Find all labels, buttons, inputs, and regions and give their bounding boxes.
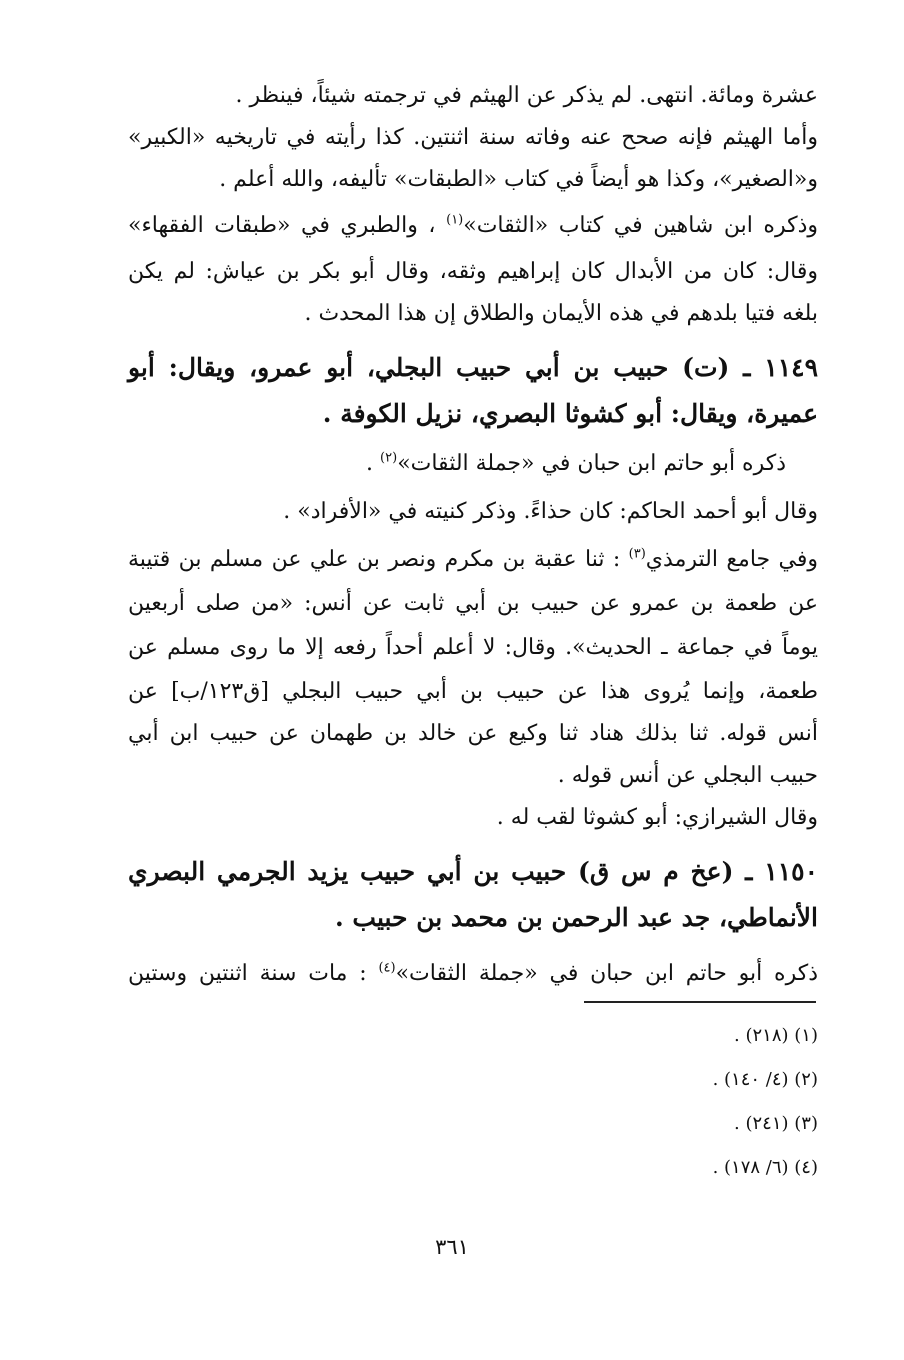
footnote-ref: (٢)	[380, 450, 398, 466]
footnote-ref: (٣)	[628, 546, 646, 562]
footnote: (١) (٢١٨) .	[734, 1025, 818, 1046]
body-line: وقال الشيرازي: أبو كشوثا لقب له .	[496, 805, 818, 830]
footnote-ref: (١)	[446, 212, 464, 228]
body-line: يوماً في جماعة ـ الحديث». وقال: لا أعلم أحداً رفعه إلا ما روى مسلم عن	[128, 635, 818, 660]
body-line: وذكره ابن شاهين في كتاب «الثقات»$^{(١)}$ ، والطبري في «طبقات الفقهاء»	[128, 212, 818, 238]
entry-heading: ١١٥٠ ـ (عخ م س ق) حبيب بن أبي حبيب يزيد الجرمي البصري	[128, 857, 818, 886]
body-line: عشرة ومائة. انتهى. لم يذكر عن الهيثم في ترجمته شيئاً، فينظر .	[235, 83, 818, 108]
body-line: ذكره أبو حاتم ابن حبان في «جملة الثقات»$^{(٤)}$ : مات سنة اثنتين وستين	[128, 960, 818, 986]
page-number: ٣٦١	[435, 1235, 469, 1259]
body-line: ذكره أبو حاتم ابن حبان في «جملة الثقات»$^{(٢)}$ .	[366, 450, 786, 476]
body-line: عن طعمة بن عمرو عن حبيب بن أبي ثابت عن أنس: «من صلى أربعين	[128, 591, 818, 616]
body-line: وقال: كان من الأبدال كان إبراهيم وثقه، وقال أبو بكر بن عياش: لم يكن	[128, 259, 818, 284]
footnote-separator	[584, 1001, 816, 1003]
footnote: (٢) (٤/ ١٤٠) .	[712, 1069, 818, 1090]
body-line: بلغه فتيا بلدهم في هذه الأيمان والطلاق إن هذا المحدث .	[304, 301, 818, 326]
body-line: و«الصغير»، وكذا هو أيضاً في كتاب «الطبقات» تأليفه، والله أعلم .	[219, 167, 818, 192]
footnote: (٤) (٦/ ١٧٨) .	[712, 1157, 818, 1178]
footnote: (٣) (٢٤١) .	[734, 1113, 818, 1134]
body-line: حبيب البجلي عن أنس قوله .	[557, 763, 818, 788]
body-line: وأما الهيثم فإنه صحح عنه وفاته سنة اثنتين. كذا رأيته في تاريخيه «الكبير»	[128, 125, 818, 150]
body-line: وفي جامع الترمذي$^{(٣)}$ : ثنا عقبة بن مكرم ونصر بن علي عن مسلم بن قتيبة	[128, 546, 818, 572]
entry-heading: عميرة، ويقال: أبو كشوثا البصري، نزيل الكوفة .	[322, 399, 818, 428]
body-line: وقال أبو أحمد الحاكم: كان حذاءً. وذكر كنيته في «الأفراد» .	[283, 499, 818, 524]
entry-heading: الأنماطي، جد عبد الرحمن بن محمد بن حبيب .	[335, 903, 818, 932]
body-line: طعمة، وإنما يُروى هذا عن حبيب بن أبي حبيب البجلي [ق١٢٣/ب] عن	[128, 679, 818, 704]
body-line: أنس قوله. ثنا بذلك هناد ثنا وكيع عن خالد بن طهمان عن حبيب ابن أبي	[128, 721, 818, 746]
entry-heading: ١١٤٩ ـ (ت) حبيب بن أبي حبيب البجلي، أبو عمرو، ويقال: أبو	[128, 353, 818, 382]
footnote-ref: (٤)	[378, 960, 396, 976]
